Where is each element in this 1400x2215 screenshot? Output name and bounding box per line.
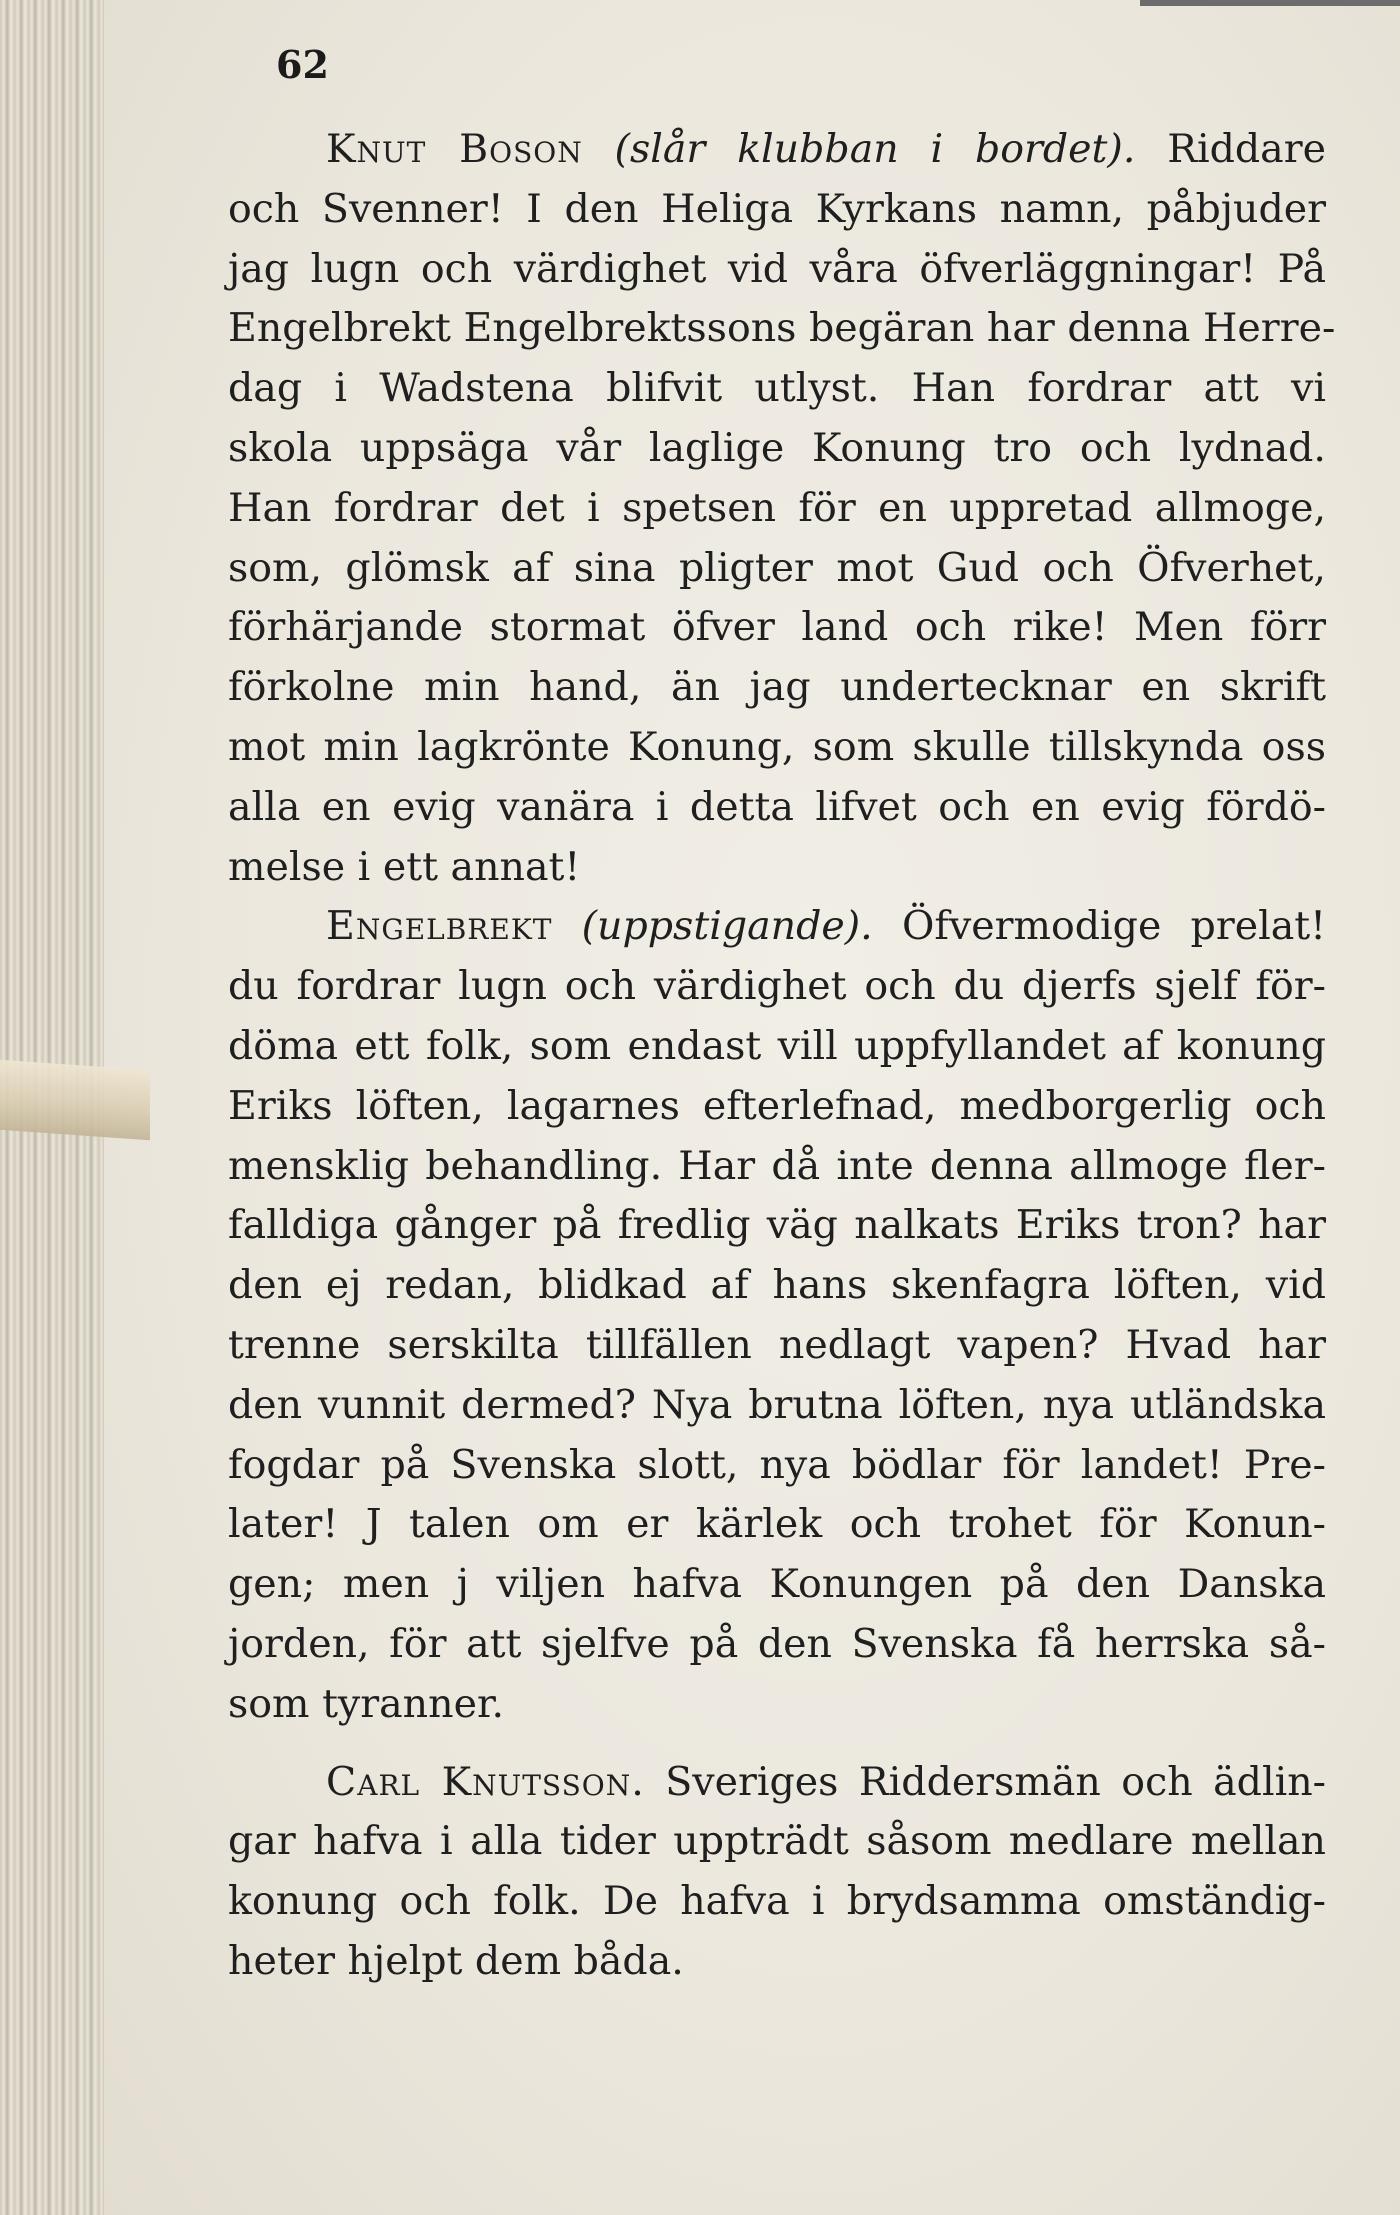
paragraph-gap: [228, 1735, 1326, 1753]
text-line: mot min lagkrönte Konung, som skulle tillskynda oss: [228, 723, 1326, 770]
paragraph-carl-knutsson: [228, 1753, 1326, 1992]
text-line: falldiga gånger på fredlig väg nalkats Eriks tron? har: [228, 1202, 1326, 1249]
paragraph-knut-boson: [228, 120, 1336, 897]
text-line: förkolne min hand, än jag undertecknar en skrift: [228, 664, 1326, 711]
text-line: som tyranner.: [228, 1680, 505, 1727]
text-line: alla en evig vanära i detta lifvet och en evig fördö-: [228, 783, 1326, 830]
text-line: melse i ett annat!: [228, 843, 581, 890]
stage-direction: (uppstigande).: [581, 903, 873, 950]
text-line: [228, 1753, 1326, 1813]
line-text: Öfvermodige prelat!: [901, 903, 1327, 950]
text-line: Eriks löften, lagarnes efterlefnad, medborgerlig och: [228, 1082, 1326, 1129]
paragraph-engelbrekt: [228, 897, 1326, 1734]
speaker-name: Engelbrekt: [326, 903, 553, 950]
text-line: jorden, för att sjelfve på den Svenska få herrska så-: [228, 1620, 1326, 1667]
text-line: som, glömsk af sina pligter mot Gud och Öfverhet,: [228, 544, 1326, 591]
text-line: Engelbrekt Engelbrektssons begäran har denna Herre-: [228, 305, 1336, 352]
stage-direction: (slår klubban i bordet).: [614, 126, 1136, 172]
text-line: förhärjande stormat öfver land och rike! Men förr: [228, 604, 1326, 651]
text-line: heter hjelpt dem båda.: [228, 1937, 684, 1984]
text-line: och Svenner! I den Heliga Kyrkans namn, påbjuder: [228, 185, 1326, 232]
text-line: trenne serskilta tillfällen nedlagt vapen? Hvad har: [228, 1321, 1326, 1368]
text-line: skola uppsäga vår laglige Konung tro och lydnad.: [228, 424, 1326, 471]
text-line: gen; men j viljen hafva Konungen på den Danska: [228, 1561, 1326, 1608]
text-line: gar hafva i alla tider uppträdt såsom medlare mellan: [228, 1818, 1326, 1865]
text-line: fogdar på Svenska slott, nya bödlar för landet! Pre-: [228, 1441, 1326, 1488]
bookmark-ribbon: [0, 1060, 150, 1140]
text-line: du fordrar lugn och värdighet och du djerfs sjelf för-: [228, 963, 1326, 1010]
text-line: dag i Wadstena blifvit utlyst. Han fordrar att vi: [228, 365, 1326, 412]
page-number: 62: [276, 42, 329, 87]
text-line: later! J talen om er kärlek och trohet för Konun-: [228, 1501, 1326, 1548]
text-line: [228, 120, 1326, 180]
text-line: Han fordrar det i spetsen för en uppretad allmoge,: [228, 484, 1326, 531]
text-line: konung och folk. De hafva i brydsamma omständig-: [228, 1878, 1326, 1925]
text-line: döma ett folk, som endast vill uppfyllandet af konung: [228, 1022, 1326, 1069]
text-line: den ej redan, blidkad af hans skenfagra löften, vid: [228, 1262, 1326, 1309]
page-text: [228, 120, 1336, 1992]
scan-border: [1140, 0, 1400, 6]
text-line: mensklig behandling. Har då inte denna allmoge fler-: [228, 1142, 1326, 1189]
line-text: Riddare: [1167, 126, 1326, 172]
line-text: Sveriges Riddersmän och ädlin-: [665, 1758, 1327, 1805]
text-line: [228, 897, 1326, 957]
text-line: jag lugn och värdighet vid våra öfverläggningar! På: [228, 245, 1326, 292]
speaker-name: Knut Boson: [326, 126, 583, 172]
speaker-name: Carl Knutsson.: [326, 1758, 645, 1805]
text-line: den vunnit dermed? Nya brutna löften, nya utländska: [228, 1381, 1326, 1428]
